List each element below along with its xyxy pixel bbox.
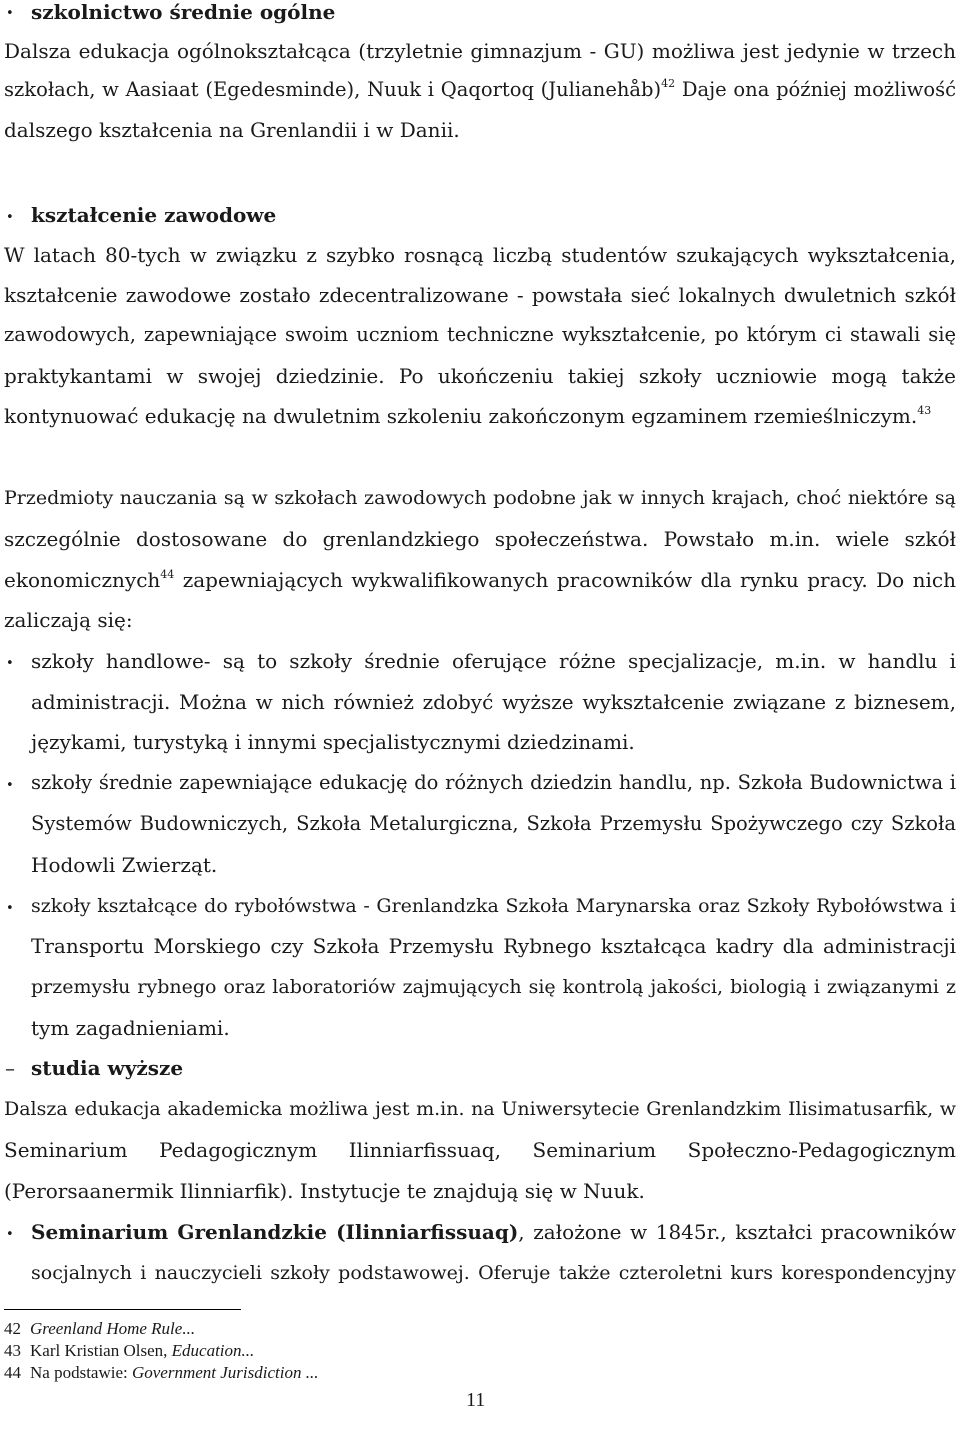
secondary-text-line: dalszego kształcenia na Grenlandii i w Danii. — [4, 118, 460, 142]
vocational-text-line: zawodowych, zapewniające swoim uczniom techniczne wykształcenie, po którym ci stawali się — [4, 323, 956, 346]
list-item-trade: językami, turystyką i innymi specjalistycznymi dziedzinami. — [31, 730, 635, 754]
secondary-text-line: szkołach, w Aasiaat (Egedesminde), Nuuk i Qaqortoq (Julianehåb)$^{42}$ Daje ona później możliwość — [4, 77, 956, 101]
list-item-fishery: przemysłu rybnego oraz laboratoriów zajmujących się kontrolą jakości, biologią i związanymi z — [31, 976, 956, 998]
bullet-icon: • — [6, 210, 14, 225]
footnote-separator — [4, 1309, 241, 1310]
list-item-fishery: Transportu Morskiego czy Szkoła Przemysłu Rybnego kształcąca kadry dla administracji — [31, 934, 956, 958]
footnote-ref[interactable]: 44 — [160, 568, 175, 581]
subjects-text-line: zaliczają się: — [4, 608, 133, 632]
bullet-icon: • — [6, 901, 14, 916]
list-item-sector: Systemów Budowniczych, Szkoła Metalurgiczna, Szkoła Przemysłu Spożywczego czy Szkoła — [31, 812, 956, 835]
subjects-text-line: szczególnie dostosowane do grenlandzkiego społeczeństwa. Powstało m.in. wiele szkół — [4, 527, 956, 551]
higher-text-line: Seminarium Pedagogicznym Ilinniarfissuaq, Seminarium Społeczno-Pedagogicznym — [4, 1138, 956, 1162]
page-number: 11 — [466, 1389, 486, 1411]
vocational-text-line: kontynuować edukację na dwuletnim szkoleniu zakończonym egzaminem rzemieślniczym.$^{43}$ — [4, 404, 932, 428]
bullet-icon: • — [6, 6, 14, 21]
heading-secondary: szkolnictwo średnie ogólne — [31, 0, 336, 24]
subjects-text-line: ekonomicznych$^{44}$ zapewniających wykwalifikowanych pracowników dla rynku pracy. Do nich — [4, 568, 956, 592]
vocational-text-line: W latach 80-tych w związku z szybko rosnącą liczbą studentów szukających wykształcenia, — [4, 243, 956, 267]
list-item-sector: szkoły średnie zapewniające edukację do różnych dziedzin handlu, np. Szkoła Budownictwa i — [31, 771, 956, 794]
bullet-icon: • — [6, 778, 14, 793]
dash-marker: – — [5, 1056, 15, 1080]
list-item-sector: Hodowli Zwierząt. — [31, 853, 218, 877]
heading-higher: studia wyższe — [31, 1056, 184, 1080]
seminar-name: Seminarium Grenlandzkie (Ilinniarfissuaq) — [31, 1220, 519, 1244]
bullet-icon: • — [6, 1227, 14, 1242]
higher-text-line: Dalsza edukacja akademicka możliwa jest m.in. na Uniwersytecie Grenlandzkim Ilisimatusarfik, w — [4, 1098, 956, 1120]
vocational-text-line: praktykantami w swojej dziedzinie. Po ukończeniu takiej szkoły uczniowie mogą także — [4, 364, 956, 388]
footnote: 43 Karl Kristian Olsen, Education... — [4, 1341, 255, 1360]
footnote: 42 Greenland Home Rule... — [4, 1319, 196, 1338]
footnote: 44 Na podstawie: Government Jurisdiction ... — [4, 1363, 319, 1382]
seminar-text-line: socjalnych i nauczycieli szkoły podstawowej. Oferuje także czteroletni kurs korespondencyjny — [31, 1262, 956, 1284]
list-item-fishery: tym zagadnieniami. — [31, 1016, 230, 1040]
higher-text-line: (Perorsaanermik Ilinniarfik). Instytucje te znajdują się w Nuuk. — [4, 1179, 645, 1203]
list-item-fishery: szkoły kształcące do rybołówstwa - Grenlandzka Szkoła Marynarska oraz Szkoły Rybołówstwa i — [31, 895, 956, 917]
footnote-ref[interactable]: 43 — [917, 404, 932, 417]
vocational-text-line: kształcenie zawodowe zostało zdecentralizowane - powstała sieć lokalnych dwuletnich szkół — [4, 283, 956, 307]
secondary-text-line: Dalsza edukacja ogólnokształcąca (trzyletnie gimnazjum - GU) możliwa jest jedynie w trzech — [4, 39, 956, 63]
list-item-trade: administracji. Można w nich również zdobyć wyższe wykształcenie związane z biznesem, — [31, 690, 956, 714]
list-item-trade: szkoły handlowe- są to szkoły średnie oferujące różne specjalizacje, m.in. w handlu i — [31, 649, 956, 673]
bullet-icon: • — [6, 656, 14, 671]
heading-vocational: kształcenie zawodowe — [31, 203, 277, 227]
footnote-ref[interactable]: 42 — [661, 77, 676, 90]
subjects-text-line: Przedmioty nauczania są w szkołach zawodowych podobne jak w innych krajach, choć niektóre są — [4, 487, 956, 509]
seminar-text-line: Seminarium Grenlandzkie (Ilinniarfissuaq), założone w 1845r., kształci pracowników — [31, 1220, 956, 1244]
